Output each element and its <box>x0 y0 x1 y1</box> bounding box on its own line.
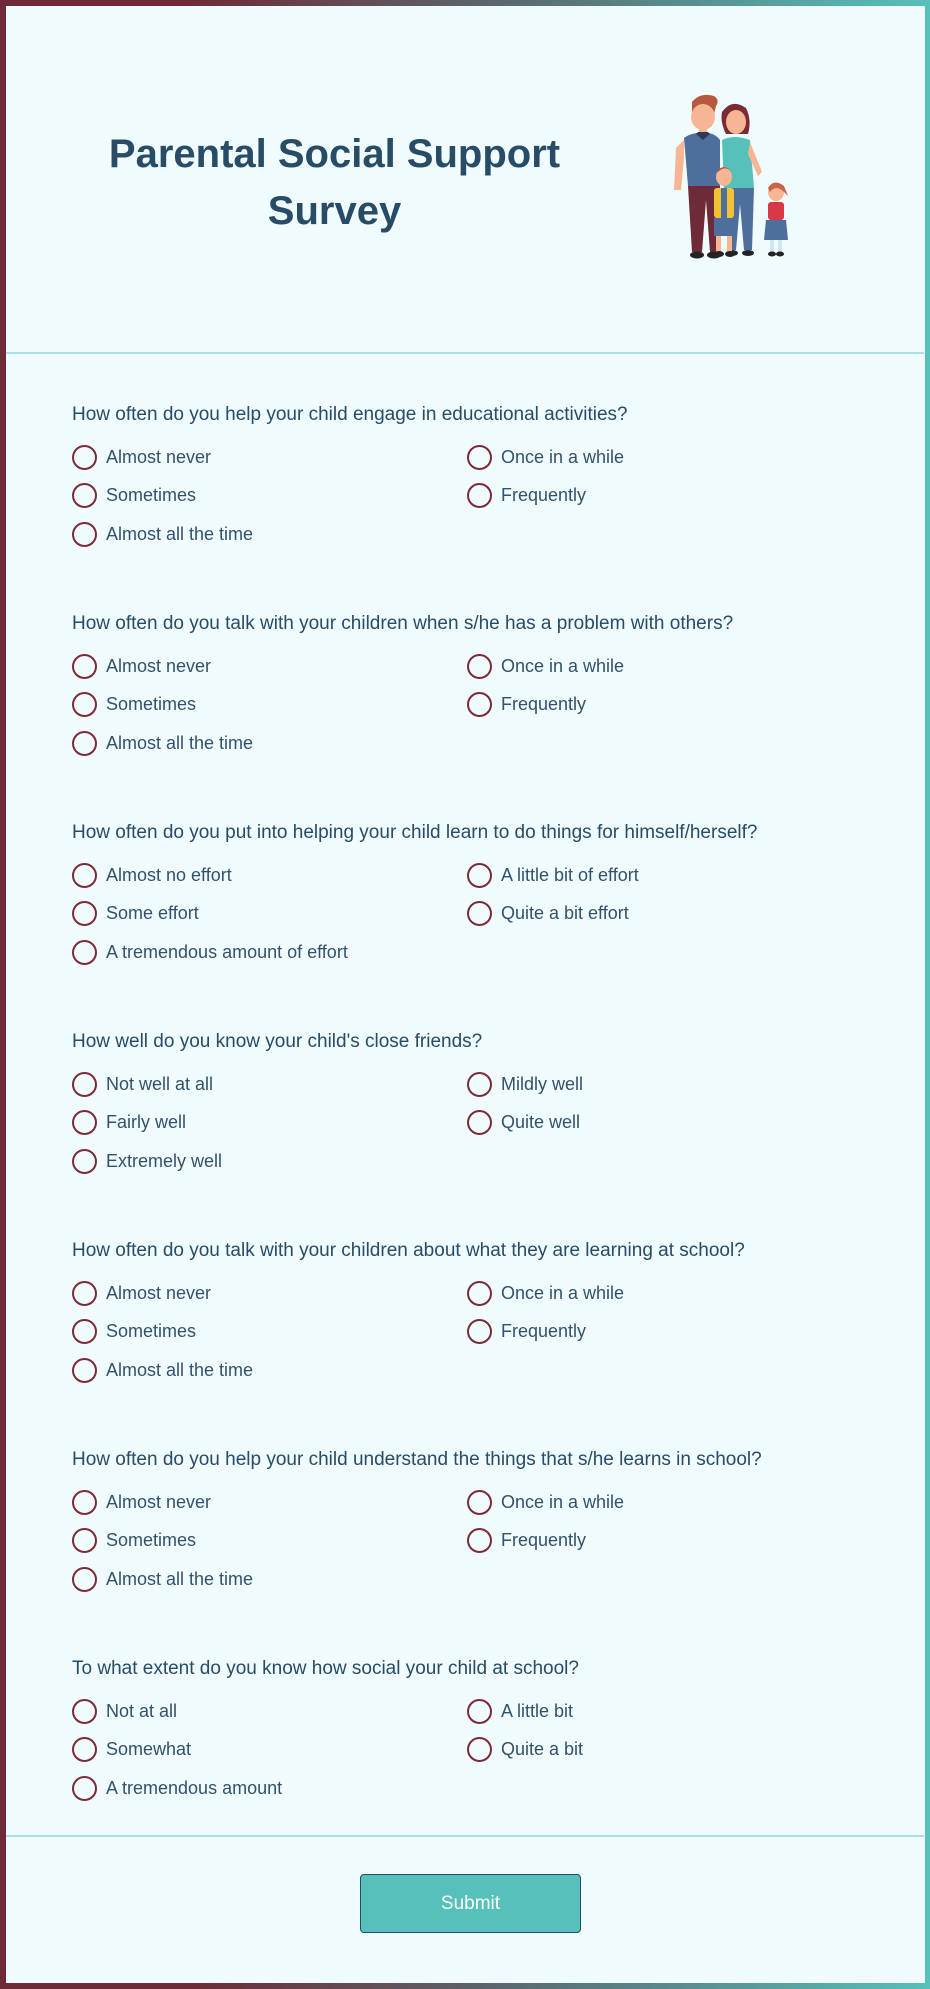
radio-option[interactable] <box>72 1316 196 1346</box>
survey-form <box>6 6 924 1983</box>
option-label: Sometimes <box>106 1529 197 1550</box>
radio-option[interactable] <box>467 651 624 681</box>
radio-button[interactable] <box>467 1281 492 1306</box>
option-label: Somewhat <box>106 1738 192 1759</box>
radio-option[interactable] <box>72 937 348 967</box>
option-label: Once in a while <box>501 1282 625 1303</box>
option-label: Almost never <box>106 1491 212 1512</box>
radio-button[interactable] <box>467 1319 492 1344</box>
option-label: Quite a bit effort <box>501 902 629 923</box>
option-label: Almost never <box>106 446 212 467</box>
option-label: Not well at all <box>106 1073 214 1094</box>
option-label: Frequently <box>501 1529 587 1550</box>
radio-option[interactable] <box>467 1069 583 1099</box>
radio-button[interactable] <box>72 1358 97 1383</box>
radio-button[interactable] <box>72 1319 97 1344</box>
radio-button[interactable] <box>72 901 97 926</box>
option-label: Once in a while <box>501 1491 625 1512</box>
radio-button[interactable] <box>72 1699 97 1724</box>
option-label: A little bit <box>501 1700 574 1721</box>
radio-button[interactable] <box>72 1149 97 1174</box>
submit-button[interactable]: Submit <box>360 1874 581 1933</box>
form-header <box>6 6 924 352</box>
option-label: A tremendous amount <box>106 1777 283 1798</box>
option-label: Sometimes <box>106 484 197 505</box>
option-label: Frequently <box>501 693 587 714</box>
radio-option[interactable] <box>467 689 586 719</box>
radio-button[interactable] <box>467 901 492 926</box>
radio-button[interactable] <box>467 1110 492 1135</box>
footer-divider <box>6 1835 924 1837</box>
radio-button[interactable] <box>72 1776 97 1801</box>
option-label: Quite a bit <box>501 1738 584 1759</box>
radio-option[interactable] <box>72 442 211 472</box>
radio-option[interactable] <box>467 1525 586 1555</box>
radio-option[interactable] <box>467 1696 573 1726</box>
radio-button[interactable] <box>72 863 97 888</box>
radio-option[interactable] <box>467 1487 624 1517</box>
radio-button[interactable] <box>72 1281 97 1306</box>
question-5 <box>72 1236 872 1380</box>
radio-button[interactable] <box>72 522 97 547</box>
radio-option[interactable] <box>72 1278 211 1308</box>
option-label: Once in a while <box>501 655 625 676</box>
option-label: Not at all <box>106 1700 178 1721</box>
option-label: A tremendous amount of effort <box>106 941 348 962</box>
radio-option[interactable] <box>72 689 196 719</box>
radio-option[interactable] <box>72 1069 213 1099</box>
question-3 <box>72 818 872 962</box>
option-label: Almost all the time <box>106 1359 254 1380</box>
question-label: How often do you help your child engage in educational activities? <box>72 404 628 425</box>
radio-button[interactable] <box>467 692 492 717</box>
radio-option[interactable] <box>467 442 624 472</box>
radio-option[interactable] <box>72 1564 253 1594</box>
radio-option[interactable] <box>72 651 211 681</box>
radio-button[interactable] <box>72 1737 97 1762</box>
option-label: Sometimes <box>106 1320 197 1341</box>
question-label: To what extent do you know how social your child at school? <box>72 1658 579 1679</box>
radio-option[interactable] <box>72 480 196 510</box>
radio-button[interactable] <box>467 863 492 888</box>
radio-option[interactable] <box>467 1734 583 1764</box>
radio-button[interactable] <box>72 1110 97 1135</box>
radio-button[interactable] <box>72 445 97 470</box>
radio-option[interactable] <box>72 1696 177 1726</box>
radio-button[interactable] <box>467 1490 492 1515</box>
header-divider <box>6 352 924 354</box>
question-label: How often do you help your child understand the things that s/he learns in school? <box>72 1449 762 1470</box>
option-label: Almost never <box>106 1282 212 1303</box>
question-7 <box>72 1654 872 1798</box>
radio-button[interactable] <box>467 1699 492 1724</box>
radio-button[interactable] <box>72 1072 97 1097</box>
option-label: Some effort <box>106 902 199 923</box>
radio-option[interactable] <box>467 1316 586 1346</box>
radio-option[interactable] <box>72 1487 211 1517</box>
option-label: Once in a while <box>501 446 625 467</box>
option-label: Extremely well <box>106 1150 223 1171</box>
radio-button[interactable] <box>467 1528 492 1553</box>
radio-option[interactable] <box>467 480 586 510</box>
radio-option[interactable] <box>467 1278 624 1308</box>
option-label: Mildly well <box>501 1073 584 1094</box>
radio-option[interactable] <box>72 728 253 758</box>
radio-option[interactable] <box>72 1734 191 1764</box>
radio-button[interactable] <box>467 1737 492 1762</box>
radio-button[interactable] <box>467 445 492 470</box>
question-label: How often do you talk with your children about what they are learning at school? <box>72 1240 745 1261</box>
option-label: Sometimes <box>106 693 197 714</box>
radio-option[interactable] <box>72 519 253 549</box>
radio-button[interactable] <box>72 692 97 717</box>
option-label: Almost never <box>106 655 212 676</box>
question-4 <box>72 1027 872 1171</box>
option-label: A little bit of effort <box>501 864 639 885</box>
radio-option[interactable] <box>467 1107 580 1137</box>
option-label: Fairly well <box>106 1111 187 1132</box>
option-label: Almost all the time <box>106 523 254 544</box>
radio-option[interactable] <box>72 860 232 890</box>
radio-option[interactable] <box>72 898 199 928</box>
radio-button[interactable] <box>72 1490 97 1515</box>
radio-option[interactable] <box>467 860 639 890</box>
question-2 <box>72 609 872 753</box>
question-label: How often do you talk with your children when s/he has a problem with others? <box>72 613 734 634</box>
option-label: Frequently <box>501 1320 587 1341</box>
radio-button[interactable] <box>72 483 97 508</box>
option-label: Frequently <box>501 484 587 505</box>
radio-button[interactable] <box>72 731 97 756</box>
radio-option[interactable] <box>467 898 629 928</box>
radio-option[interactable] <box>72 1525 196 1555</box>
question-label: How often do you put into helping your child learn to do things for himself/herself? <box>72 822 758 843</box>
radio-option[interactable] <box>72 1773 282 1803</box>
option-label: Almost all the time <box>106 732 254 753</box>
option-label: Almost no effort <box>106 864 232 885</box>
page-title: Parental Social Support Survey <box>108 132 561 233</box>
option-label: Almost all the time <box>106 1568 254 1589</box>
radio-button[interactable] <box>72 1528 97 1553</box>
radio-button[interactable] <box>72 654 97 679</box>
radio-button[interactable] <box>72 1567 97 1592</box>
radio-option[interactable] <box>72 1355 253 1385</box>
radio-option[interactable] <box>72 1107 186 1137</box>
family-illustration-icon <box>670 92 800 264</box>
frame-right-border <box>924 0 930 1989</box>
radio-button[interactable] <box>467 483 492 508</box>
radio-button[interactable] <box>467 1072 492 1097</box>
question-label: How well do you know your child's close friends? <box>72 1031 483 1052</box>
option-label: Quite well <box>501 1111 581 1132</box>
question-1 <box>72 400 872 544</box>
question-6 <box>72 1445 872 1589</box>
radio-option[interactable] <box>72 1146 222 1176</box>
radio-button[interactable] <box>467 654 492 679</box>
radio-button[interactable] <box>72 940 97 965</box>
